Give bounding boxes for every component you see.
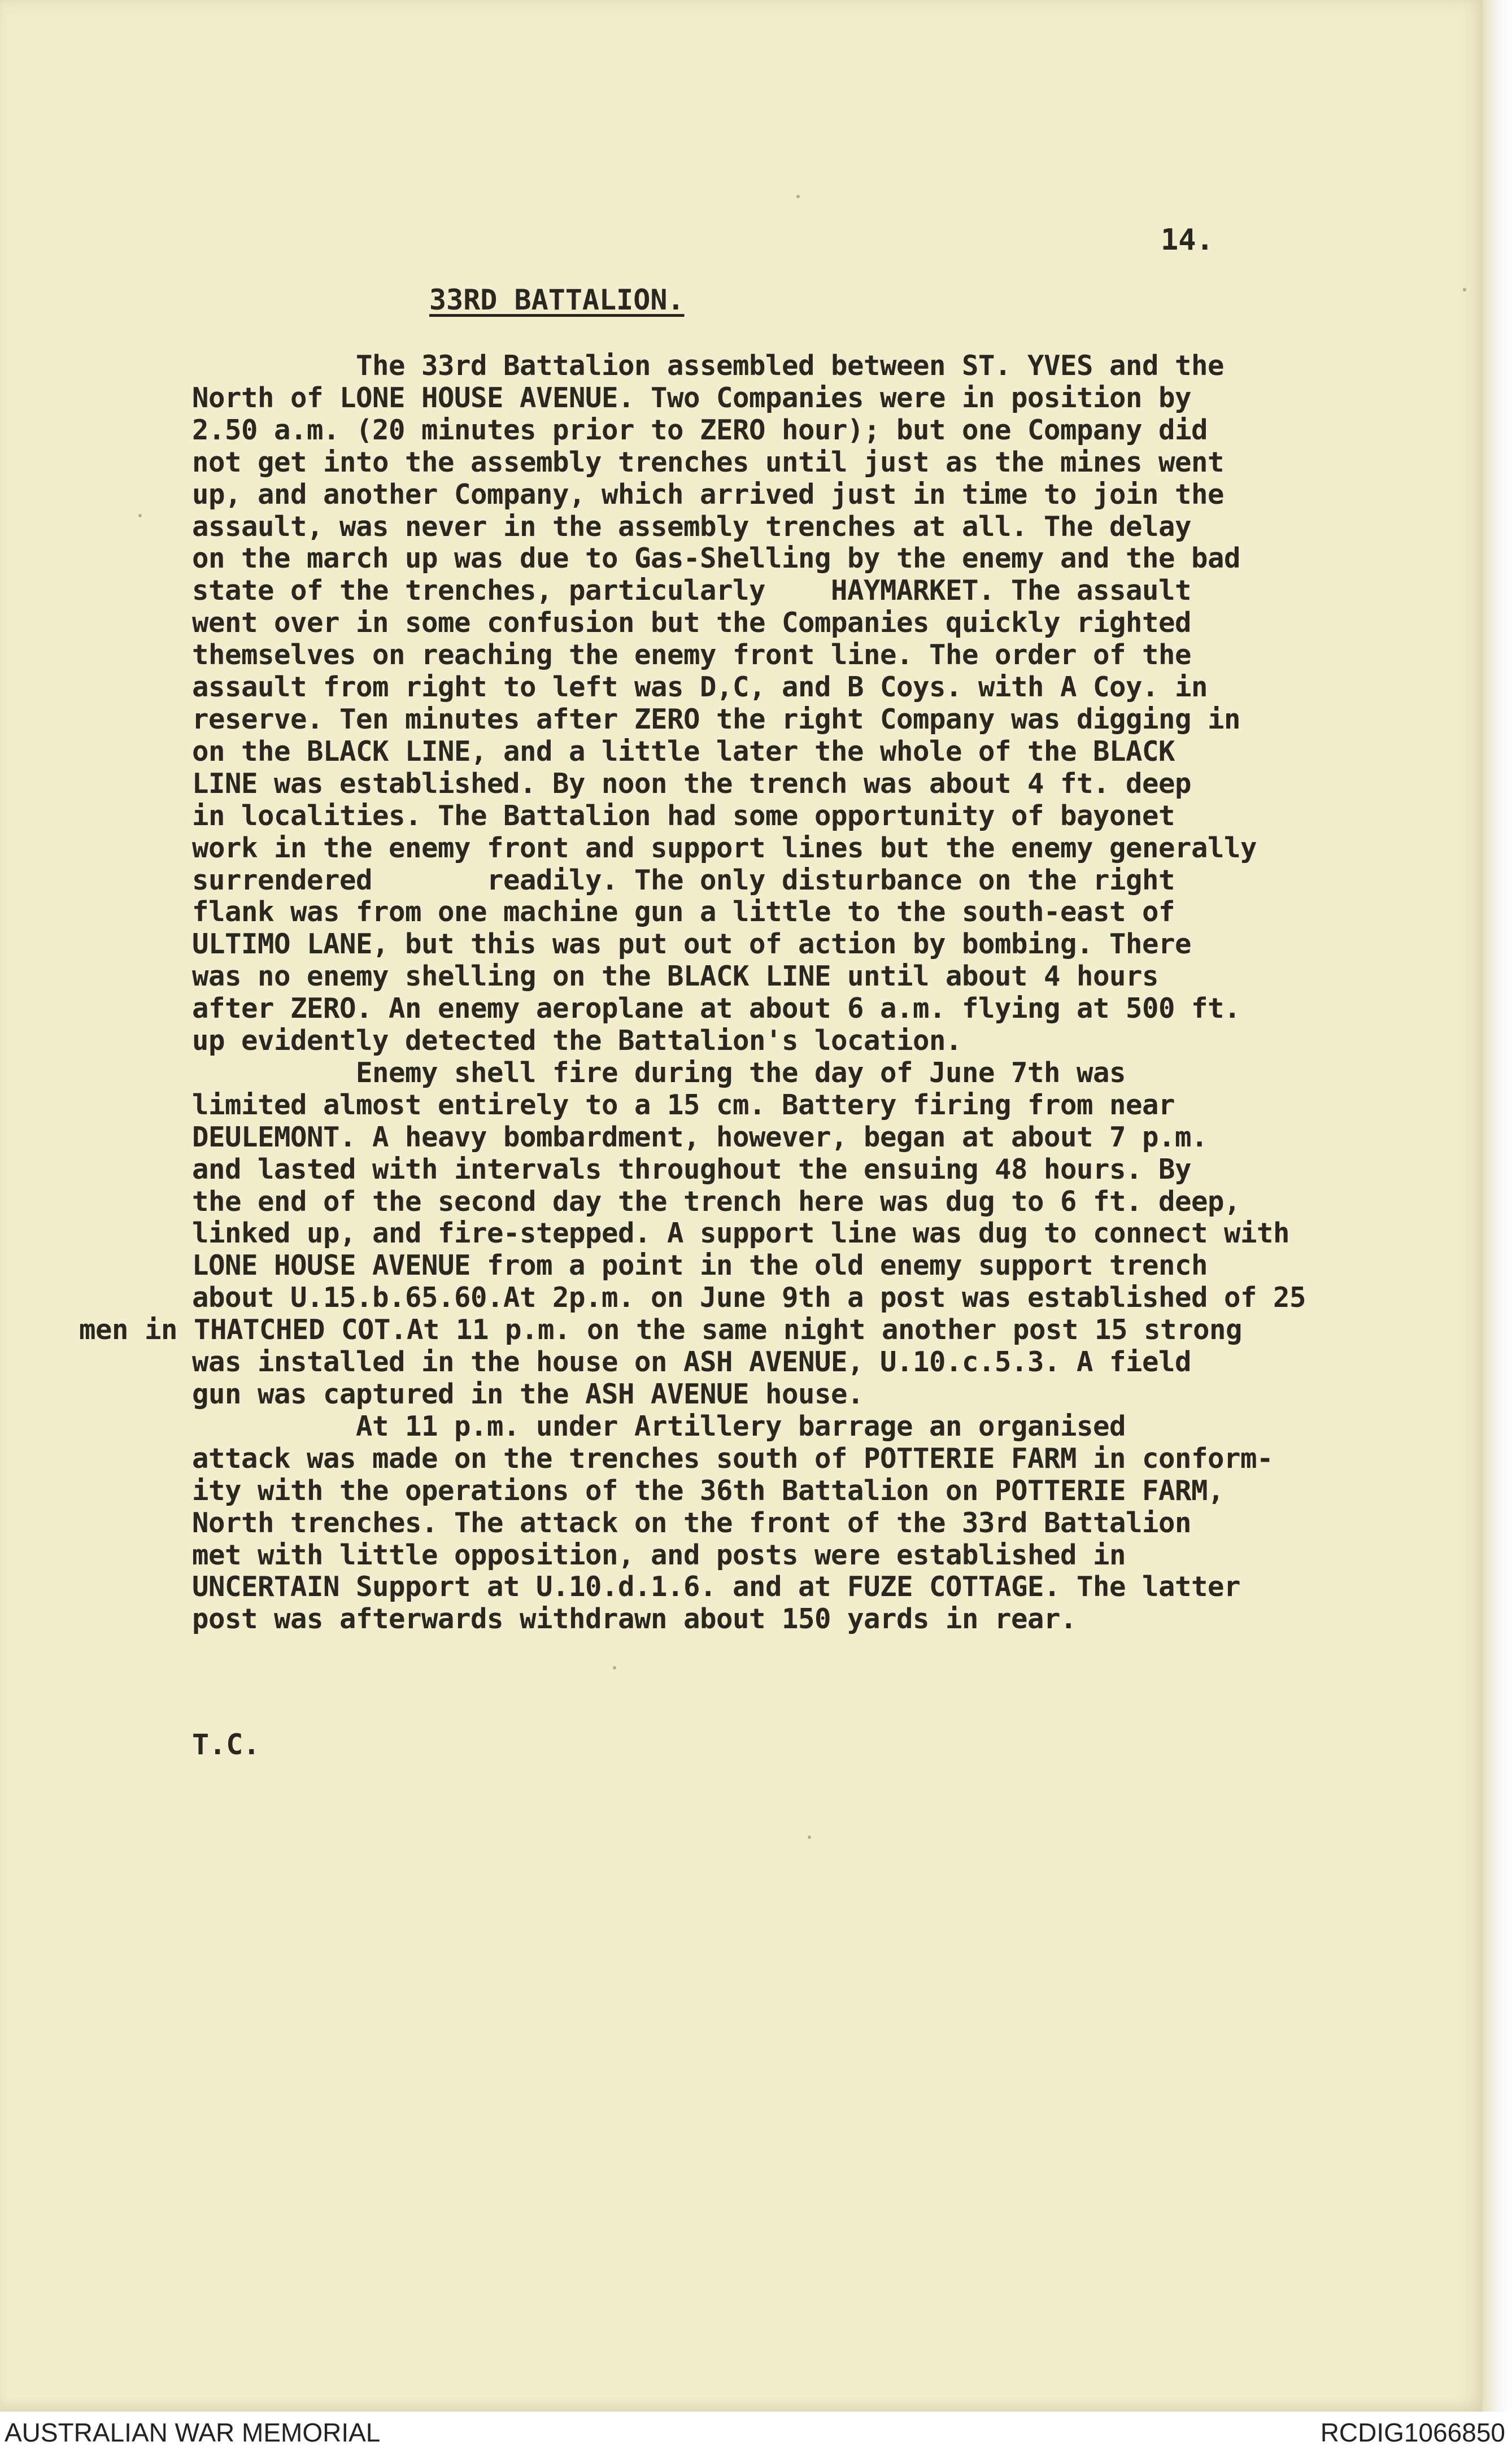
text-line: ULTIMO LANE, but this was put out of action by bombing. There (192, 928, 1192, 961)
footer-institution: AUSTRALIAN WAR MEMORIAL (5, 2418, 381, 2447)
text-line: was installed in the house on ASH AVENUE, U.10.c.5.3. A field (192, 1346, 1192, 1379)
text-line: up evidently detected the Battalion's location. (192, 1025, 962, 1057)
text-line: assault, was never in the assembly trenches at all. The delay (192, 510, 1192, 543)
paper-speck (808, 1836, 811, 1839)
text-line: on the march up was due to Gas-Shelling by the enemy and the bad (192, 542, 1241, 575)
text-line: attack was made on the trenches south of POTTERIE FARM in conform- (192, 1442, 1274, 1475)
text-line: state of the trenches, particularly HAYMARKET. The assault (192, 574, 1192, 607)
text-line: assault from right to left was D,C, and B Coys. with A Coy. in (192, 671, 1208, 704)
archive-footer (0, 2412, 1512, 2450)
paper-speck (613, 1666, 616, 1669)
text-line: reserve. Ten minutes after ZERO the right Company was digging in (192, 703, 1241, 735)
text-line: themselves on reaching the enemy front line. The order of the (192, 639, 1192, 672)
text-line: The 33rd Battalion assembled between ST. YVES and the (192, 350, 1225, 382)
text-line: LINE was established. By noon the trench was about 4 ft. deep (192, 767, 1192, 800)
text-line: not get into the assembly trenches until just as the mines went (192, 446, 1225, 478)
footer-reference-id: RCDIG1066850 (1320, 2418, 1505, 2447)
text-line: 2.50 a.m. (20 minutes prior to ZERO hour); but one Company did (192, 413, 1208, 446)
text-line: about U.15.b.65.60.At 2p.m. on June 9th a post was established of 25 (192, 1281, 1306, 1314)
body-text (79, 350, 1306, 1636)
text-line: was no enemy shelling on the BLACK LINE until about 4 hours (192, 960, 1159, 993)
paper-speck (796, 195, 800, 198)
paper-speck (138, 514, 142, 517)
text-line: and lasted with intervals throughout the ensuing 48 hours. By (192, 1153, 1192, 1185)
section-heading: 33RD BATTALION. (429, 284, 685, 316)
author-initials: T.C. (192, 1728, 260, 1761)
text-line: the end of the second day the trench here was dug to 6 ft. deep, (192, 1185, 1241, 1218)
page-edge (1483, 0, 1512, 2412)
text-line: LONE HOUSE AVENUE from a point in the old enemy support trench (192, 1249, 1208, 1282)
text-line: DEULEMONT. A heavy bombardment, however, began at about 7 p.m. (192, 1121, 1208, 1153)
page-number: 14. (1161, 223, 1214, 257)
text-line: on the BLACK LINE, and a little later the whole of the BLACK (192, 735, 1175, 768)
text-line: limited almost entirely to a 15 cm. Battery firing from near (192, 1088, 1175, 1121)
text-line: met with little opposition, and posts were established in (192, 1538, 1126, 1571)
text-line: in localities. The Battalion had some opportunity of bayonet (192, 799, 1175, 832)
text-line: Enemy shell fire during the day of June 7th was (192, 1056, 1126, 1089)
text-line: ity with the operations of the 36th Battalion on POTTERIE FARM, (192, 1474, 1225, 1507)
paper-speck (1463, 288, 1466, 291)
text-line: went over in some confusion but the Companies quickly righted (192, 607, 1192, 639)
text-line: surrendered readily. The only disturbance on the right (192, 864, 1175, 896)
text-line: up, and another Company, which arrived just in time to join the (192, 478, 1225, 511)
text-line: gun was captured in the ASH AVENUE house. (192, 1378, 864, 1410)
text-line: North trenches. The attack on the front of the 33rd Battalion (192, 1506, 1192, 1539)
text-line: flank was from one machine gun a little to the south-east of (192, 896, 1175, 928)
text-line: At 11 p.m. under Artillery barrage an organised (192, 1410, 1126, 1442)
text-line: men in THATCHED COT.At 11 p.m. on the same night another post 15 strong (79, 1314, 1243, 1346)
text-line: work in the enemy front and support lines but the enemy generally (192, 831, 1257, 864)
text-line: post was afterwards withdrawn about 150 yards in rear. (192, 1603, 1077, 1636)
text-line: after ZERO. An enemy aeroplane at about 6 a.m. flying at 500 ft. (192, 992, 1241, 1025)
text-line: linked up, and fire-stepped. A support line was dug to connect with (192, 1217, 1290, 1250)
text-line: UNCERTAIN Support at U.10.d.1.6. and at FUZE COTTAGE. The latter (192, 1571, 1241, 1603)
text-line: North of LONE HOUSE AVENUE. Two Companies were in position by (192, 381, 1192, 414)
